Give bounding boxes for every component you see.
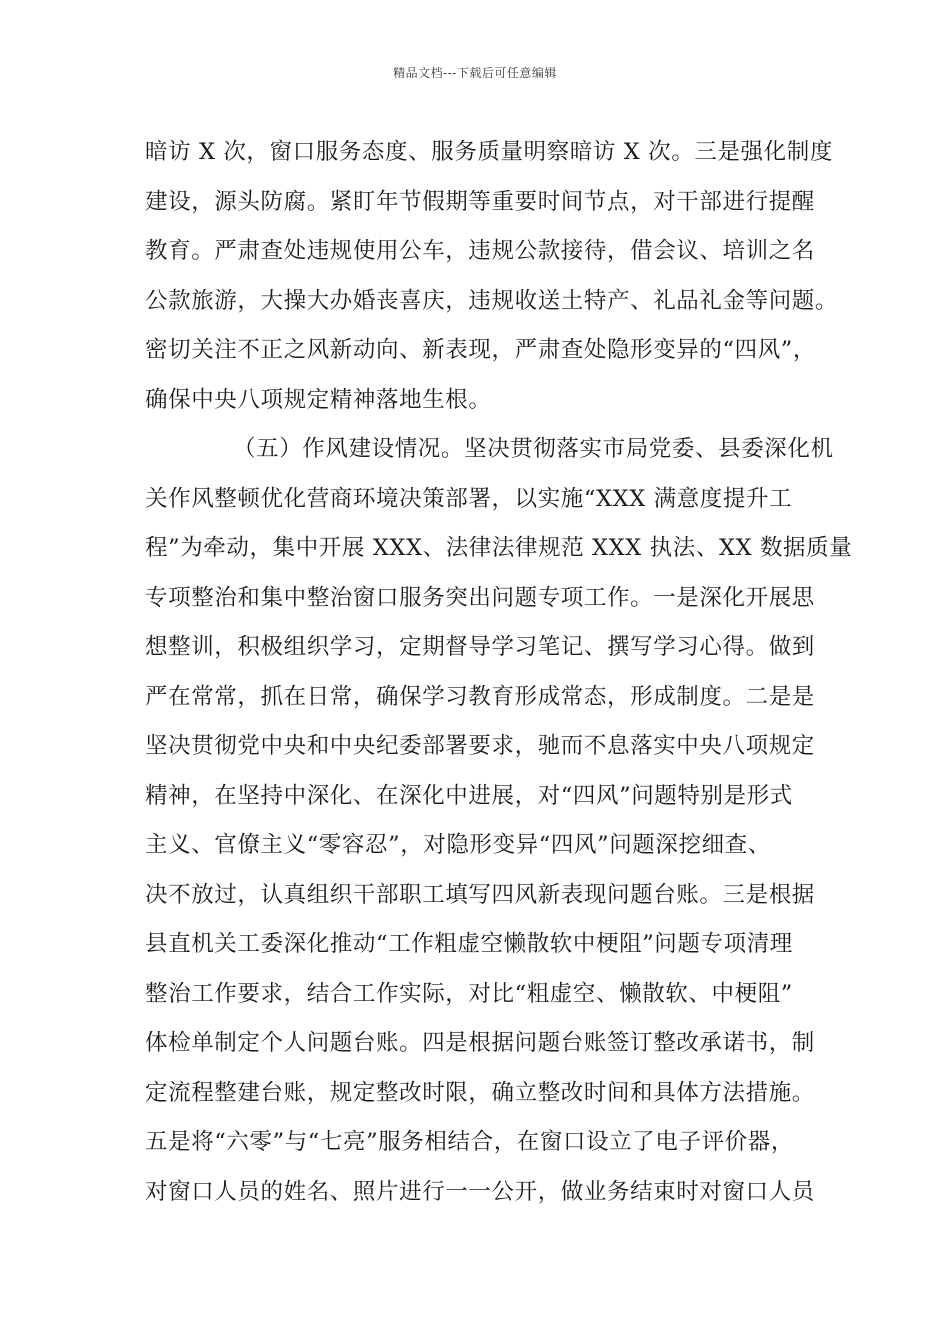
text-line: 程”为牵动，集中开展 XXX、法律法律规范 XXX 执法、XX 数据质量	[145, 535, 853, 561]
section-heading-line: （五）作风建设情况。坚决贯彻落实市局党委、县委深化机	[233, 436, 834, 462]
text-line: 建设，源头防腐。紧盯年节假期等重要时间节点，对干部进行提醒	[145, 188, 815, 215]
text-line: 主义、官僚主义“零容忍”，对隐形变异“四风”问题深挖细查、	[145, 832, 771, 858]
page-header: 精品文档---下载后可任意编辑	[393, 66, 557, 80]
text-line: 五是将“六零”与“七亮”服务相结合，在窗口设立了电子评价器，	[145, 1129, 795, 1155]
text-line: 确保中央八项规定精神落地生根。	[145, 386, 492, 413]
text-line: 专项整治和集中整治窗口服务突出问题专项工作。一是深化开展思	[145, 584, 815, 611]
text-line: 想整训，积极组织学习，定期督导学习笔记、撰写学习心得。做到	[145, 634, 815, 660]
document-body	[145, 133, 853, 1222]
text-line: 密切关注不正之风新动向、新表现，严肃查处隐形变异的“四风”，	[145, 337, 817, 363]
text-line: 坚决贯彻党中央和中央纪委部署要求，驰而不息落实中央八项规定	[145, 733, 815, 759]
text-line: 教育。严肃查处违规使用公车，违规公款接待，借会议、培训之名	[145, 238, 815, 264]
text-line: 整治工作要求，结合工作实际，对比“粗虚空、懒散软、中梗阻”	[145, 980, 793, 1007]
text-line: 公款旅游，大操大办婚丧喜庆，违规收送土特产、礼品礼金等问题。	[145, 287, 839, 314]
text-line: 体检单制定个人问题台账。四是根据问题台账签订整改承诺书，制	[145, 1030, 815, 1056]
text-line: 决不放过，认真组织干部职工填写四风新表现问题台账。三是根据	[145, 881, 815, 908]
text-line: 关作风整顿优化营商环境决策部署，以实施“XXX 满意度提升工	[145, 485, 793, 512]
text-line: 对窗口人员的姓名、照片进行一一公开，做业务结束时对窗口人员	[145, 1178, 815, 1205]
text-line: 暗访 X 次，窗口服务态度、服务质量明察暗访 X 次。三是强化制度	[145, 139, 833, 165]
text-line: 定流程整建台账，规定整改时限，确立整改时间和具体方法措施。	[145, 1079, 815, 1106]
text-line: 严在常常，抓在日常，确保学习教育形成常态，形成制度。二是是	[145, 683, 815, 710]
text-line: 县直机关工委深化推动“工作粗虚空懒散软中梗阻”问题专项清理	[145, 931, 793, 957]
text-line: 精神，在坚持中深化、在深化中进展，对“四风”问题特别是形式	[145, 782, 793, 809]
